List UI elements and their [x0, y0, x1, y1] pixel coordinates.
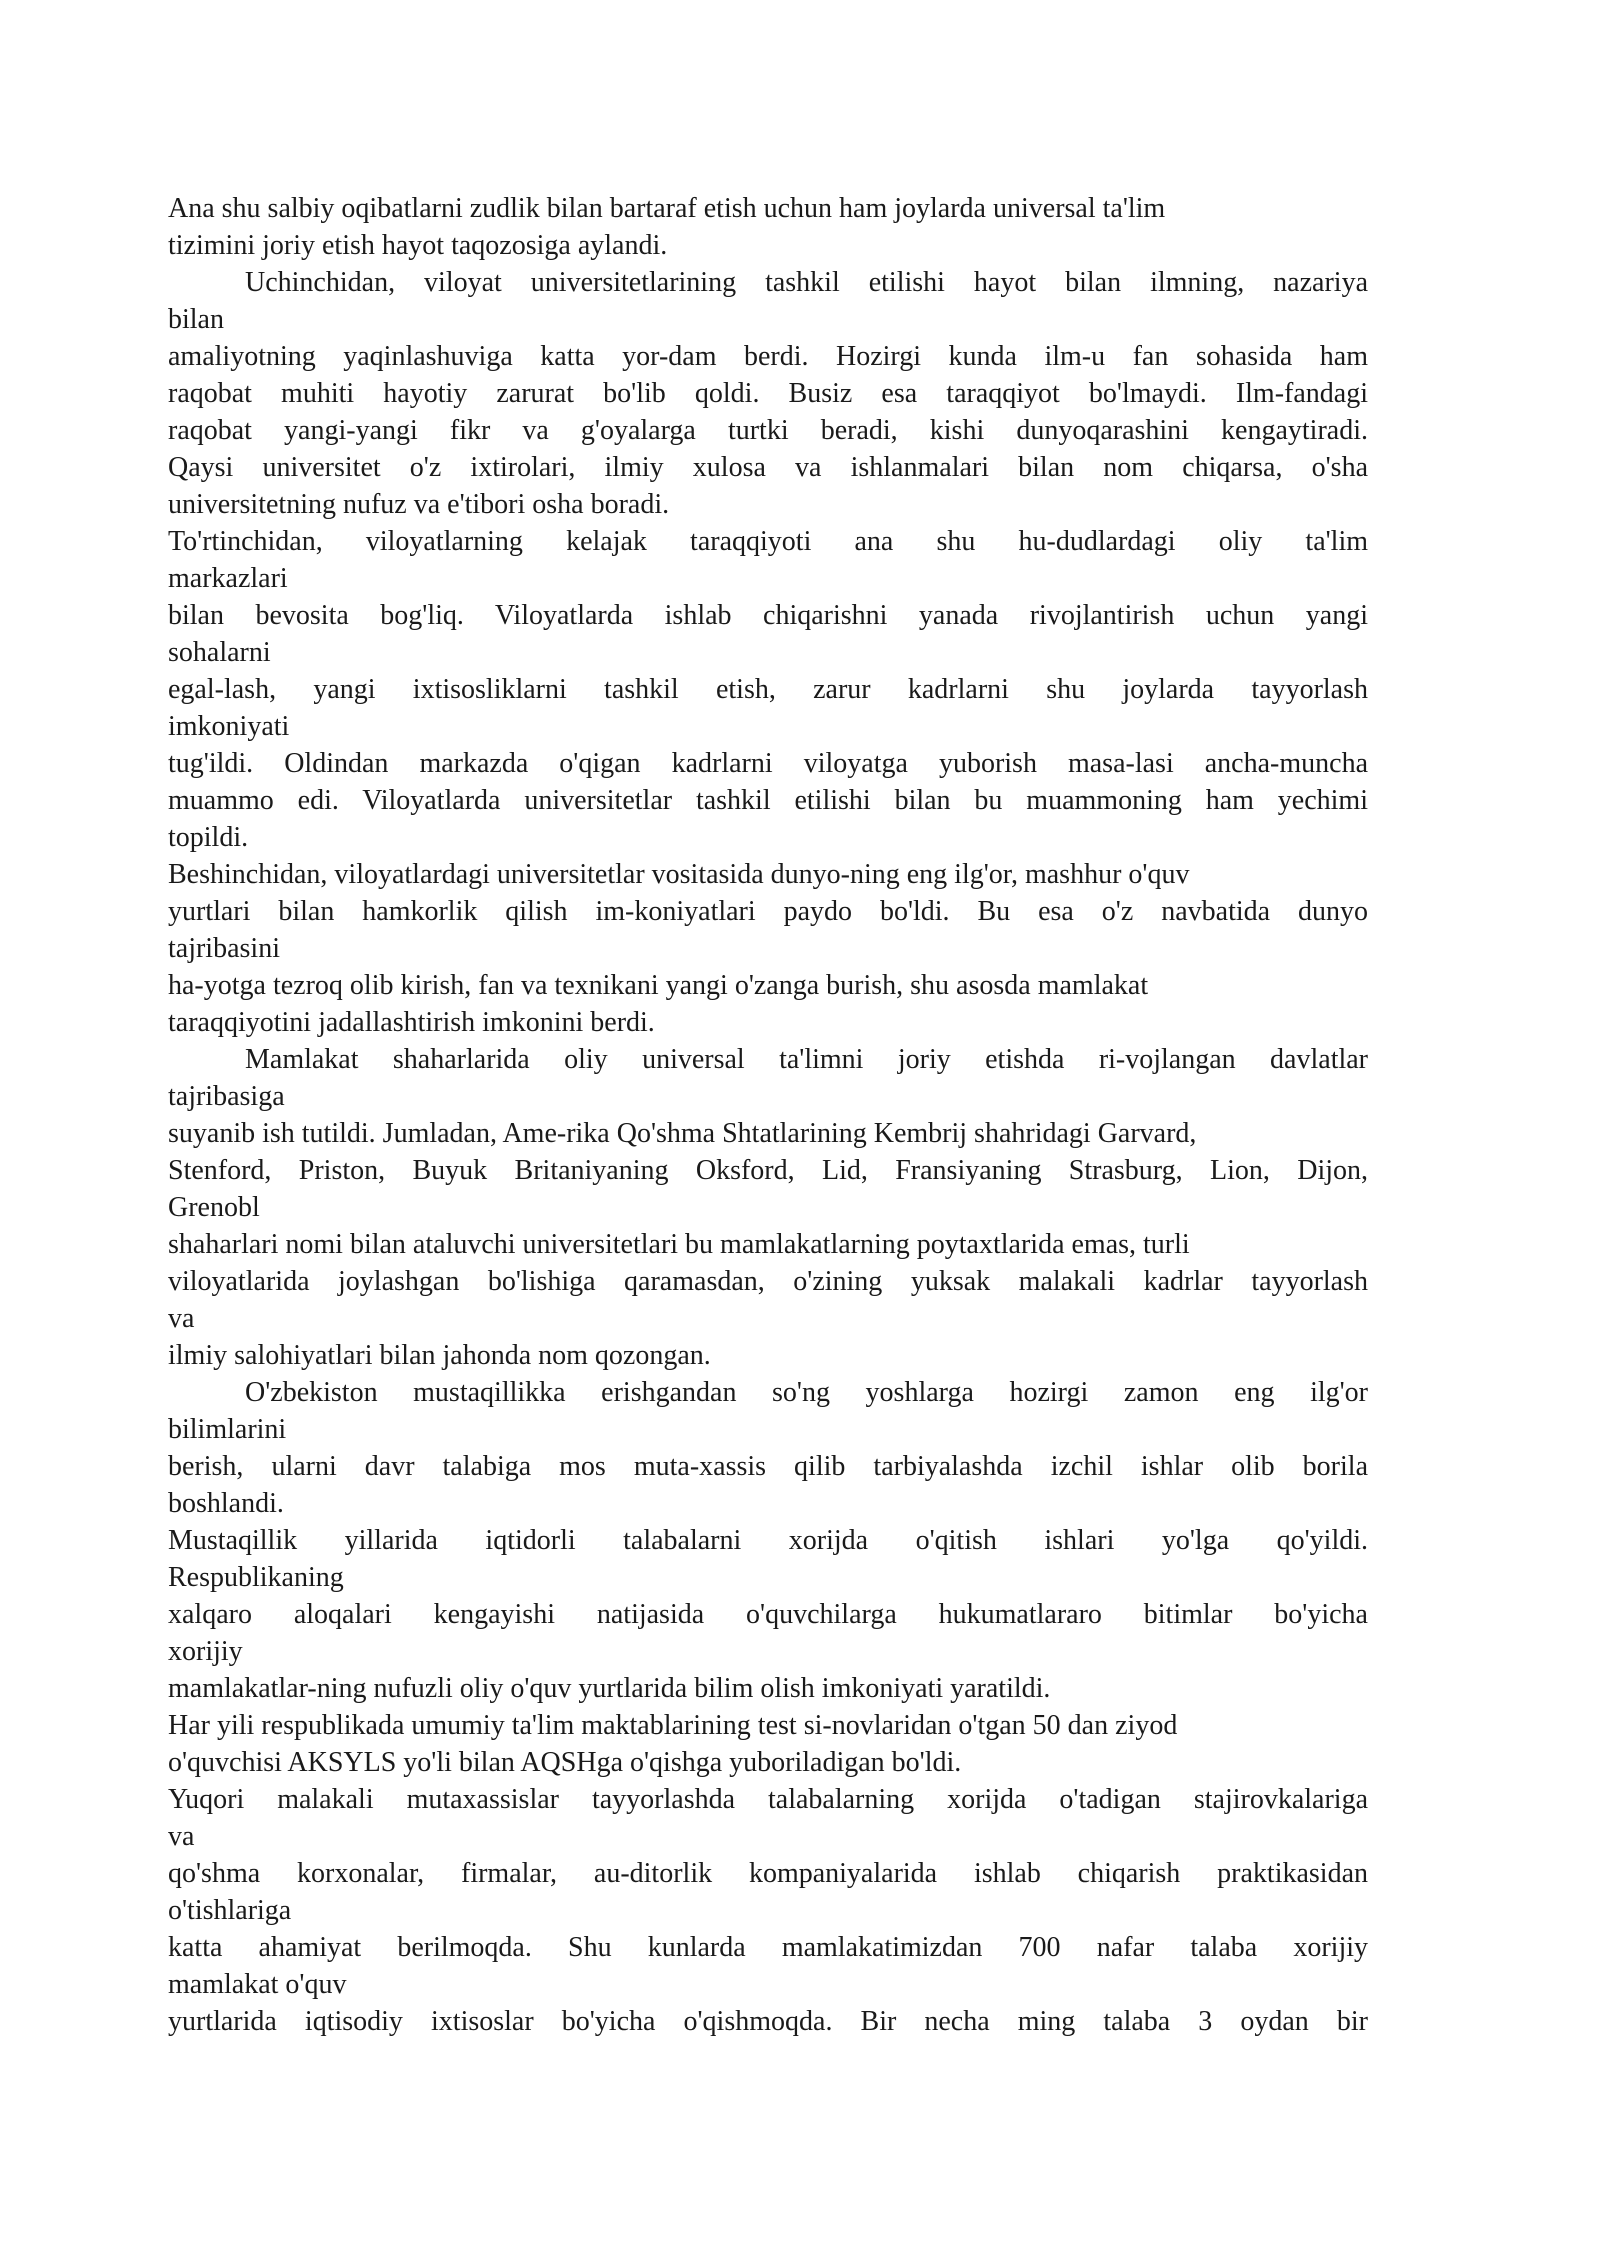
text-line: Mamlakat shaharlarida oliy universal ta'limni joriy etishda ri-vojlangan davlatlar — [245, 1044, 1368, 1075]
text-line: raqobat muhiti hayotiy zarurat bo'lib qoldi. Busiz esa taraqqiyot bo'lmaydi. Ilm-fandagi — [168, 378, 1368, 409]
text-line: o'quvchisi AKSYLS yo'li bilan AQSHga o'qishga yuboriladigan bo'ldi. — [168, 1747, 962, 1778]
text-line: sohalarni — [168, 637, 271, 668]
text-line: ha-yotga tezroq olib kirish, fan va texnikani yangi o'zanga burish, shu asosda mamlakat — [168, 970, 1149, 1001]
text-line: mamlakatlar-ning nufuzli oliy o'quv yurtlarida bilim olish imkoniyati yaratildi. — [168, 1673, 1051, 1704]
text-line: yurtlari bilan hamkorlik qilish im-koniyatlari paydo bo'ldi. Bu esa o'z navbatida dunyo — [168, 896, 1368, 927]
text-line: mamlakat o'quv — [168, 1969, 347, 2000]
text-line: ilmiy salohiyatlari bilan jahonda nom qozongan. — [168, 1340, 711, 1371]
text-line: Uchinchidan, viloyat universitetlarining tashkil etilishi hayot bilan ilmning, nazariya — [245, 267, 1368, 298]
text-line: shaharlari nomi bilan ataluvchi universitetlari bu mamlakatlarning poytaxtlarida emas, turli — [168, 1229, 1190, 1260]
text-line: tajribasini — [168, 933, 280, 964]
text-line: tizimini joriy etish hayot taqozosiga aylandi. — [168, 230, 668, 261]
text-line: xalqaro aloqalari kengayishi natijasida o'quvchilarga hukumatlararo bitimlar bo'yicha — [168, 1599, 1368, 1630]
text-line: katta ahamiyat berilmoqda. Shu kunlarda mamlakatimizdan 700 nafar talaba xorijiy — [168, 1932, 1368, 1963]
text-line: taraqqiyotini jadallashtirish imkonini berdi. — [168, 1007, 655, 1038]
text-line: markazlari — [168, 563, 288, 594]
text-line: va — [168, 1303, 195, 1334]
text-line: suyanib ish tutildi. Jumladan, Ame-rika Qo'shma Shtatlarining Kembrij shahridagi Garvard, — [168, 1118, 1197, 1149]
text-line: universitetning nufuz va e'tibori osha boradi. — [168, 489, 670, 520]
text-line: Ana shu salbiy oqibatlarni zudlik bilan bartaraf etish uchun ham joylarda universal ta'lim — [168, 193, 1166, 224]
text-line: yurtlarida iqtisodiy ixtisoslar bo'yicha o'qishmoqda. Bir necha ming talaba 3 oydan bir — [168, 2006, 1368, 2037]
text-line: To'rtinchidan, viloyatlarning kelajak taraqqiyoti ana shu hu-dudlardagi oliy ta'lim — [168, 526, 1368, 557]
text-line: tajribasiga — [168, 1081, 285, 1112]
text-line: Mustaqillik yillarida iqtidorli talabalarni xorijda o'qitish ishlari yo'lga qo'yildi. — [168, 1525, 1368, 1556]
text-line: Beshinchidan, viloyatlardagi universitetlar vositasida dunyo-ning eng ilg'or, mashhur o'quv — [168, 859, 1190, 890]
text-line: imkoniyati — [168, 711, 290, 742]
text-line: o'tishlariga — [168, 1895, 292, 1926]
text-line: bilan bevosita bog'liq. Viloyatlarda ishlab chiqarishni yanada rivojlantirish uchun yangi — [168, 600, 1368, 631]
text-line: amaliyotning yaqinlashuviga katta yor-dam berdi. Hozirgi kunda ilm-u fan sohasida ham — [168, 341, 1368, 372]
text-line: raqobat yangi-yangi fikr va g'oyalarga turtki beradi, kishi dunyoqarashini kengaytiradi. — [168, 415, 1368, 446]
text-line: topildi. — [168, 822, 249, 853]
text-line: xorijiy — [168, 1636, 243, 1667]
text-line: qo'shma korxonalar, firmalar, au-ditorlik kompaniyalarida ishlab chiqarish praktikasidan — [168, 1858, 1368, 1889]
document-body — [168, 190, 1368, 2040]
text-line: bilimlarini — [168, 1414, 287, 1445]
text-line: Respublikaning — [168, 1562, 344, 1593]
text-line: bilan — [168, 304, 224, 335]
text-line: viloyatlarida joylashgan bo'lishiga qaramasdan, o'zining yuksak malakali kadrlar tayyorlash — [168, 1266, 1368, 1297]
text-line: muammo edi. Viloyatlarda universitetlar tashkil etilishi bilan bu muammoning ham yechimi — [168, 785, 1368, 816]
text-line: boshlandi. — [168, 1488, 284, 1519]
text-line: Stenford, Priston, Buyuk Britaniyaning Oksford, Lid, Fransiyaning Strasburg, Lion, Dijon, — [168, 1155, 1368, 1186]
text-line: Qaysi universitet o'z ixtirolari, ilmiy xulosa va ishlanmalari bilan nom chiqarsa, o'sha — [168, 452, 1368, 483]
text-line: Grenobl — [168, 1192, 260, 1223]
text-line: Yuqori malakali mutaxassislar tayyorlashda talabalarning xorijda o'tadigan stajirovkalariga — [168, 1784, 1368, 1815]
text-line: tug'ildi. Oldindan markazda o'qigan kadrlarni viloyatga yuborish masa-lasi ancha-muncha — [168, 748, 1368, 779]
text-line: berish, ularni davr talabiga mos muta-xassis qilib tarbiyalashda izchil ishlar olib borila — [168, 1451, 1368, 1482]
text-line: egal-lash, yangi ixtisosliklarni tashkil etish, zarur kadrlarni shu joylarda tayyorlash — [168, 674, 1368, 705]
text-line: O'zbekiston mustaqillikka erishgandan so'ng yoshlarga hozirgi zamon eng ilg'or — [245, 1377, 1368, 1408]
text-line: va — [168, 1821, 195, 1852]
text-line: Har yili respublikada umumiy ta'lim maktablarining test si-novlaridan o'tgan 50 dan ziyod — [168, 1710, 1178, 1741]
